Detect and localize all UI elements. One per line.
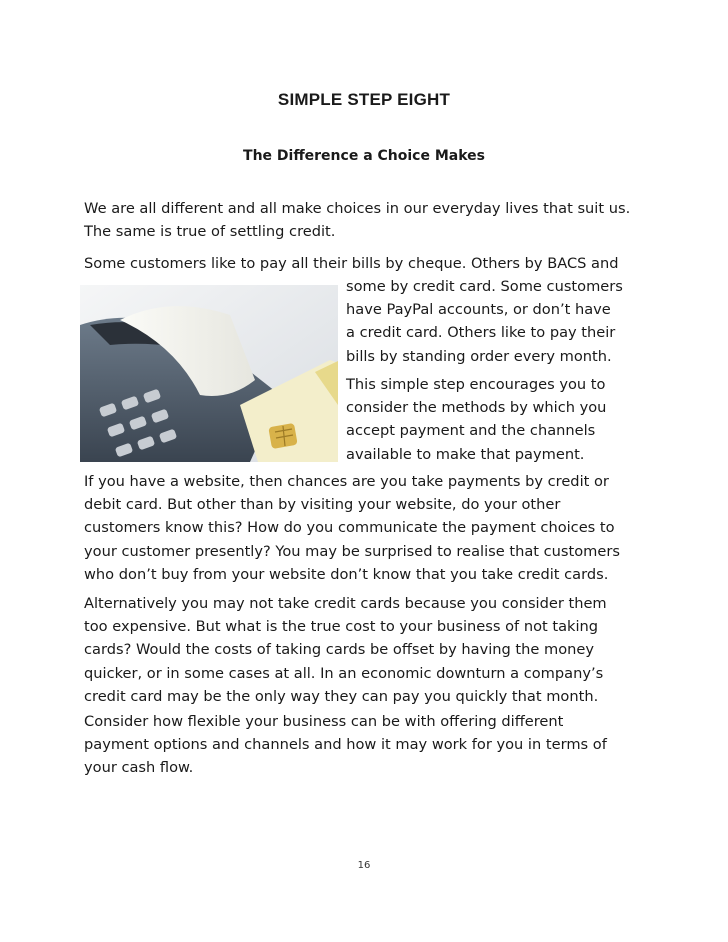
text-line: We are all different and all make choices in our everyday lives that suit us. — [84, 200, 631, 217]
text-line: have PayPal accounts, or don’t have — [346, 301, 611, 319]
text-line: Some customers like to pay all their bills by cheque. Others by BACS and — [84, 255, 619, 272]
text-line: who don’t buy from your website don’t know that you take credit cards. — [84, 565, 609, 583]
text-line: customers know this? How do you communicate the payment choices to — [84, 519, 615, 537]
consider-paragraph — [84, 710, 644, 780]
card-terminal-photo — [80, 285, 338, 462]
website-paragraph — [84, 470, 644, 586]
alternatively-paragraph — [84, 592, 644, 708]
page-title: SIMPLE STEP EIGHT — [277, 90, 451, 109]
text-line: available to make that payment. — [346, 445, 585, 463]
page-subtitle: The Difference a Choice Makes — [243, 148, 485, 164]
text-line: too expensive. But what is the true cost to your business of not taking — [84, 618, 599, 636]
text-line: If you have a website, then chances are you take payments by credit or — [84, 473, 609, 490]
text-line: debit card. But other than by visiting your website, do your other — [84, 496, 561, 514]
customers-wrap-text — [346, 275, 646, 368]
text-line: some by credit card. Some customers — [346, 278, 623, 295]
text-line: accept payment and the channels — [346, 422, 596, 440]
text-line: credit card may be the only way they can pay you quickly that month. — [84, 687, 599, 705]
text-line: Alternatively you may not take credit cards because you consider them — [84, 595, 607, 612]
customers-first-line — [84, 252, 644, 275]
text-line: Consider how flexible your business can be with offering different — [84, 713, 564, 730]
text-line: bills by standing order every month. — [346, 347, 612, 365]
text-line: consider the methods by which you — [346, 399, 607, 417]
encourage-paragraph — [346, 373, 646, 466]
text-line: a credit card. Others like to pay their — [346, 324, 616, 342]
text-line: your customer presently? You may be surprised to realise that customers — [84, 542, 620, 560]
text-line: cards? Would the costs of taking cards be offset by having the money — [84, 641, 595, 659]
text-line: quicker, or in some cases at all. In an economic downturn a company’s — [84, 664, 604, 682]
page-number: 16 — [357, 860, 371, 871]
intro-paragraph — [84, 197, 644, 243]
card-terminal-illustration — [80, 285, 338, 462]
text-line: payment options and channels and how it may work for you in terms of — [84, 736, 607, 754]
text-line: your cash flow. — [84, 759, 194, 777]
text-line: This simple step encourages you to — [346, 376, 606, 393]
text-line: The same is true of settling credit. — [84, 223, 336, 241]
